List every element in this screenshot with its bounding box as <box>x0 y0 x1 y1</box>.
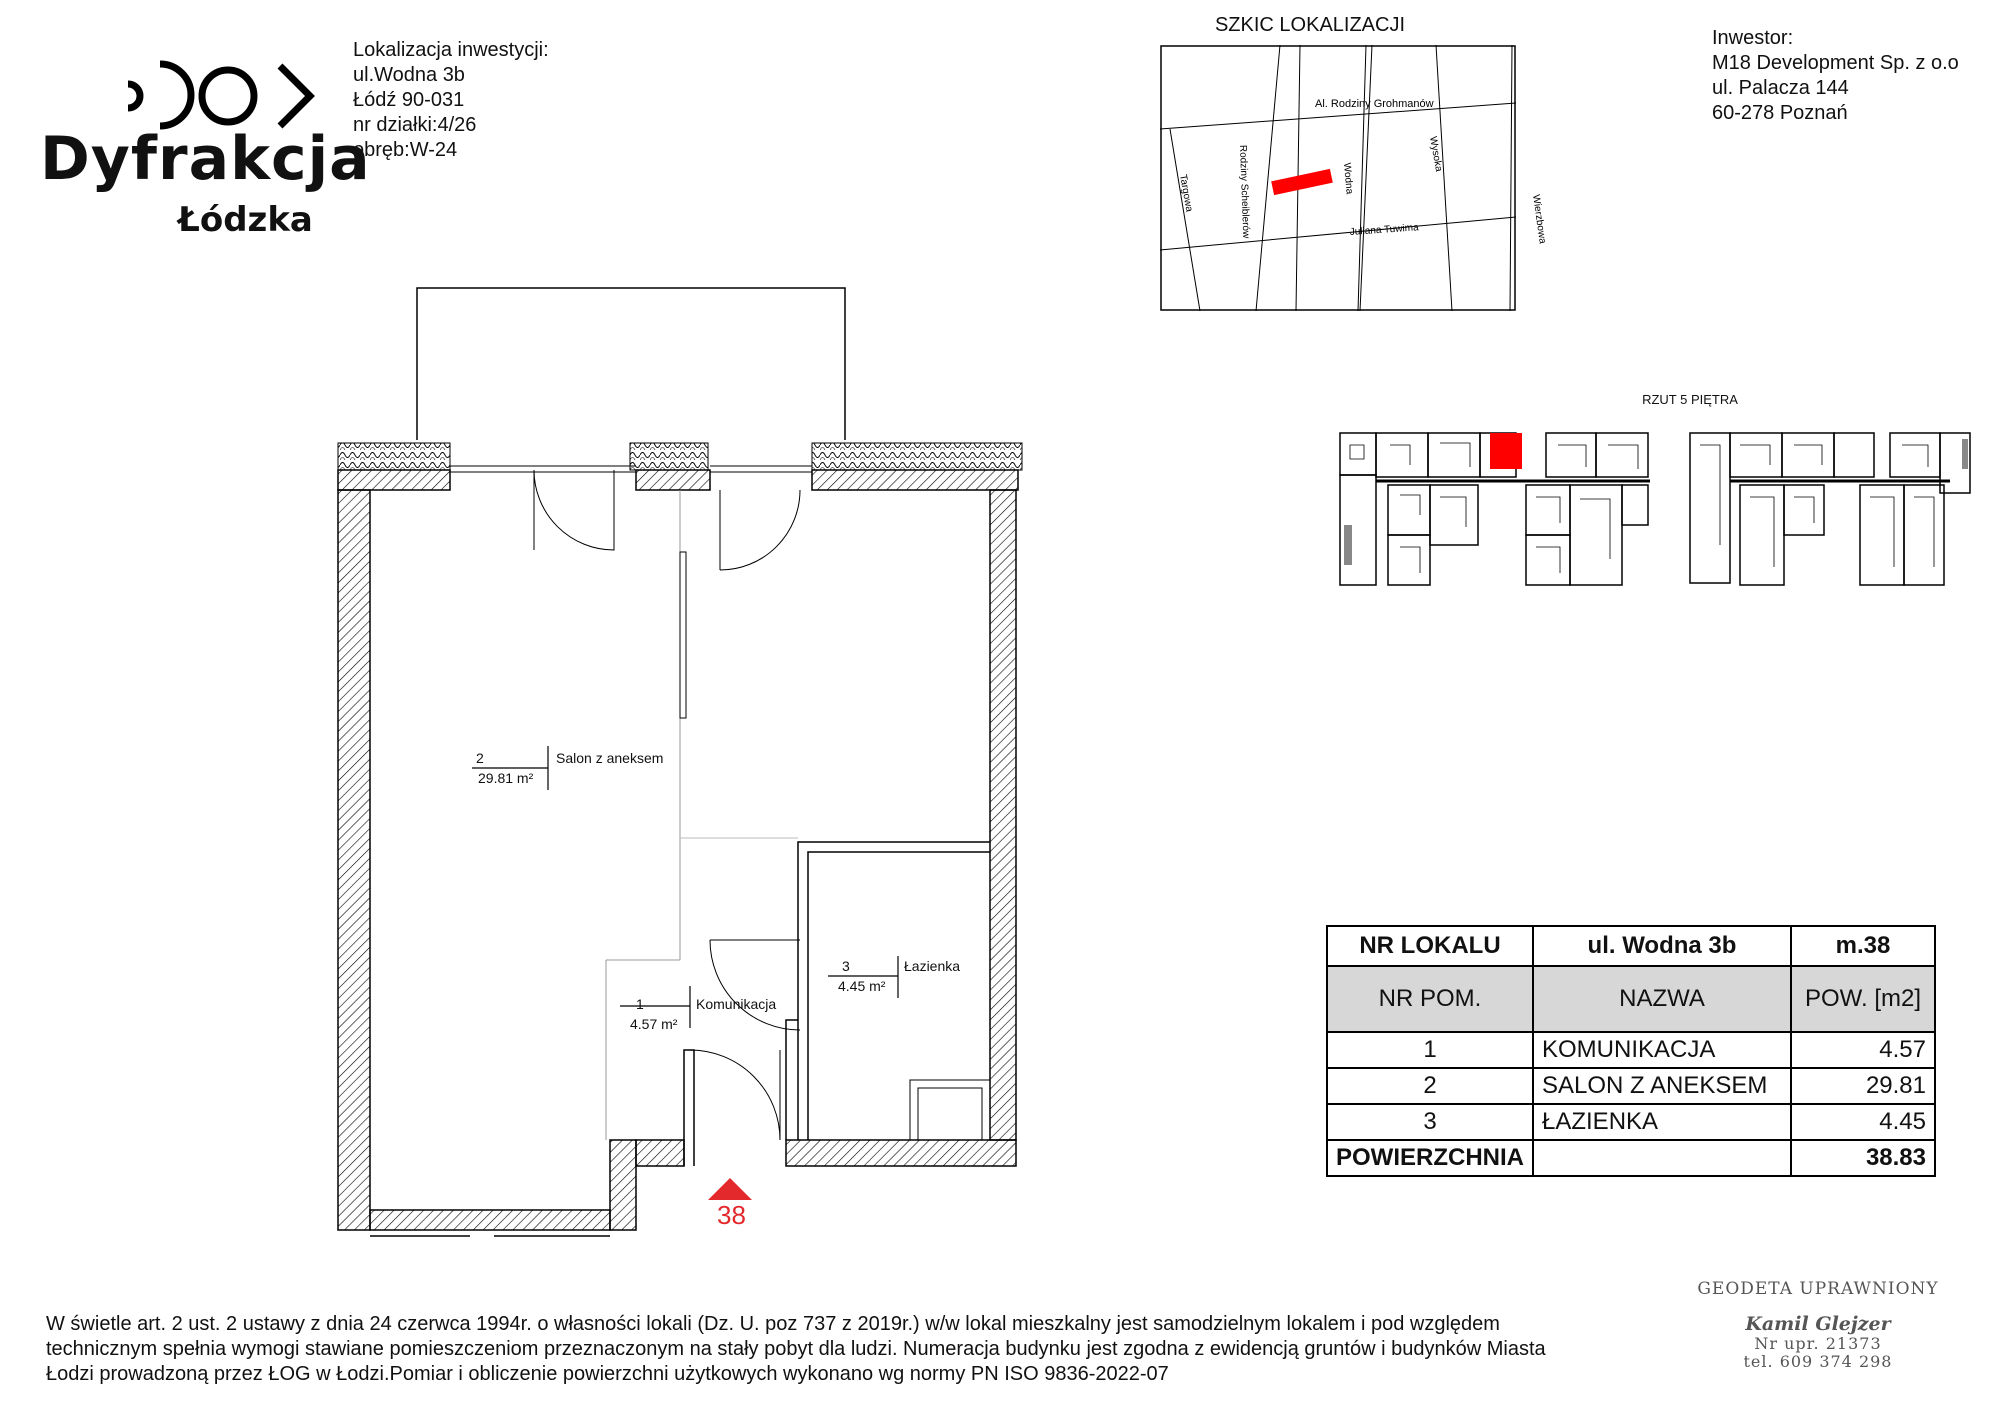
street-label: Wierzbowa <box>1530 193 1548 245</box>
room-name-cell: ŁAZIENKA <box>1533 1104 1791 1140</box>
room-nr-cell: 3 <box>1327 1104 1533 1140</box>
legal-line: W świetle art. 2 ust. 2 ustawy z dnia 24 czerwca 1994r. o własności lokali (Dz. U. poz 737 z 2019r.) w/w lokal mieszkalny jest samodzielnym lokalem i pod względem <box>46 1313 1500 1335</box>
street-label: Targowa <box>1177 173 1195 213</box>
room-area-cell: 29.81 <box>1791 1068 1935 1104</box>
room-number: 3 <box>842 958 850 974</box>
room-name: Łazienka <box>904 958 961 974</box>
room-area-cell: 4.57 <box>1791 1032 1935 1068</box>
total-area: 38.83 <box>1791 1140 1935 1176</box>
stamp-phone: tel. 609 374 298 <box>1743 1352 1893 1371</box>
logo-brand: Dyfrakcja <box>40 124 371 194</box>
table-column-row <box>1327 966 1935 1032</box>
location-line: obręb:W-24 <box>353 139 458 161</box>
room-nr-cell: 1 <box>1327 1032 1533 1068</box>
total-empty <box>1533 1140 1791 1176</box>
room-area-table <box>1326 925 1936 1177</box>
logo-subtitle: Łódzka <box>178 200 313 240</box>
location-line: nr działki:4/26 <box>353 114 477 136</box>
stamp-name: Kamil Glejzer <box>1745 1313 1891 1335</box>
column-header: NAZWA <box>1533 966 1791 1032</box>
table-row <box>1327 1068 1935 1104</box>
room-number: 2 <box>476 750 484 766</box>
investor-line: ul. Palacza 144 <box>1712 77 1849 99</box>
header-cell: ul. Wodna 3b <box>1533 926 1791 966</box>
investor-line: Inwestor: <box>1712 27 1794 49</box>
location-line: ul.Wodna 3b <box>353 64 465 86</box>
stamp-license: Nr upr. 21373 <box>1754 1334 1882 1353</box>
location-line: Lokalizacja inwestycji: <box>353 39 549 61</box>
room-nr-cell: 2 <box>1327 1068 1533 1104</box>
street-label: Al. Rodziny Grohmanów <box>1315 98 1434 110</box>
street-label: Juliana Tuwima <box>1349 222 1419 238</box>
sketch-title: SZKIC LOKALIZACJI <box>1214 14 1406 36</box>
table-row <box>1327 1032 1935 1068</box>
stamp-title: GEODETA UPRAWNIONY <box>1697 1279 1939 1299</box>
room-area-cell: 4.45 <box>1791 1104 1935 1140</box>
room-name: Komunikacja <box>696 996 777 1012</box>
floor-overview-plan <box>1330 425 1970 595</box>
table-header-row <box>1327 926 1935 966</box>
investor-line: M18 Development Sp. z o.o <box>1712 52 1959 74</box>
floor-overview-title: RZUT 5 PIĘTRA <box>1642 392 1738 407</box>
room-area: 4.45 m² <box>838 978 886 994</box>
street-label: Wodna <box>1341 162 1355 195</box>
room-name-cell: KOMUNIKACJA <box>1533 1032 1791 1068</box>
room-name-cell: SALON Z ANEKSEM <box>1533 1068 1791 1104</box>
entrance-marker <box>708 1178 752 1200</box>
room-area: 4.57 m² <box>630 1016 678 1032</box>
table-total-row <box>1327 1140 1935 1176</box>
street-label: Wysoka <box>1427 135 1445 173</box>
total-label: POWIERZCHNIA <box>1327 1140 1533 1176</box>
column-header: NR POM. <box>1327 966 1533 1032</box>
street-label: Rodziny Scheiblerów <box>1237 144 1252 239</box>
apartment-floor-plan <box>0 0 1020 1240</box>
legal-statement <box>46 1312 1666 1387</box>
legal-line: technicznym spełnia wymogi stawiane pomieszczeniom przeznaczonym na stały pobyt dla ludzi. Numeracja budynku jest zgodna z ewidencją gruntów i budynków Miasta <box>46 1338 1546 1360</box>
unit-highlight <box>1490 433 1522 469</box>
header-cell: NR LOKALU <box>1327 926 1533 966</box>
surveyor-stamp <box>1690 1277 1946 1383</box>
legal-line: Łodzi prowadzoną przez ŁOG w Łodzi.Pomiar i obliczenie powierzchni użytkowych wykonano wg normy PN ISO 9836-2022-07 <box>46 1363 1169 1385</box>
room-number: 1 <box>636 996 644 1012</box>
unit-number-marker: 38 <box>717 1200 746 1230</box>
column-header: POW. [m2] <box>1791 966 1935 1032</box>
investor-info <box>1712 26 1959 126</box>
investor-line: 60-278 Poznań <box>1712 102 1848 124</box>
balcony-outline <box>417 288 845 440</box>
table-row <box>1327 1104 1935 1140</box>
room-name: Salon z aneksem <box>556 750 664 766</box>
location-line: Łódź 90-031 <box>353 89 465 111</box>
room-area: 29.81 m² <box>478 770 534 786</box>
header-cell: m.38 <box>1791 926 1935 966</box>
location-sketch-map <box>1160 45 1548 311</box>
